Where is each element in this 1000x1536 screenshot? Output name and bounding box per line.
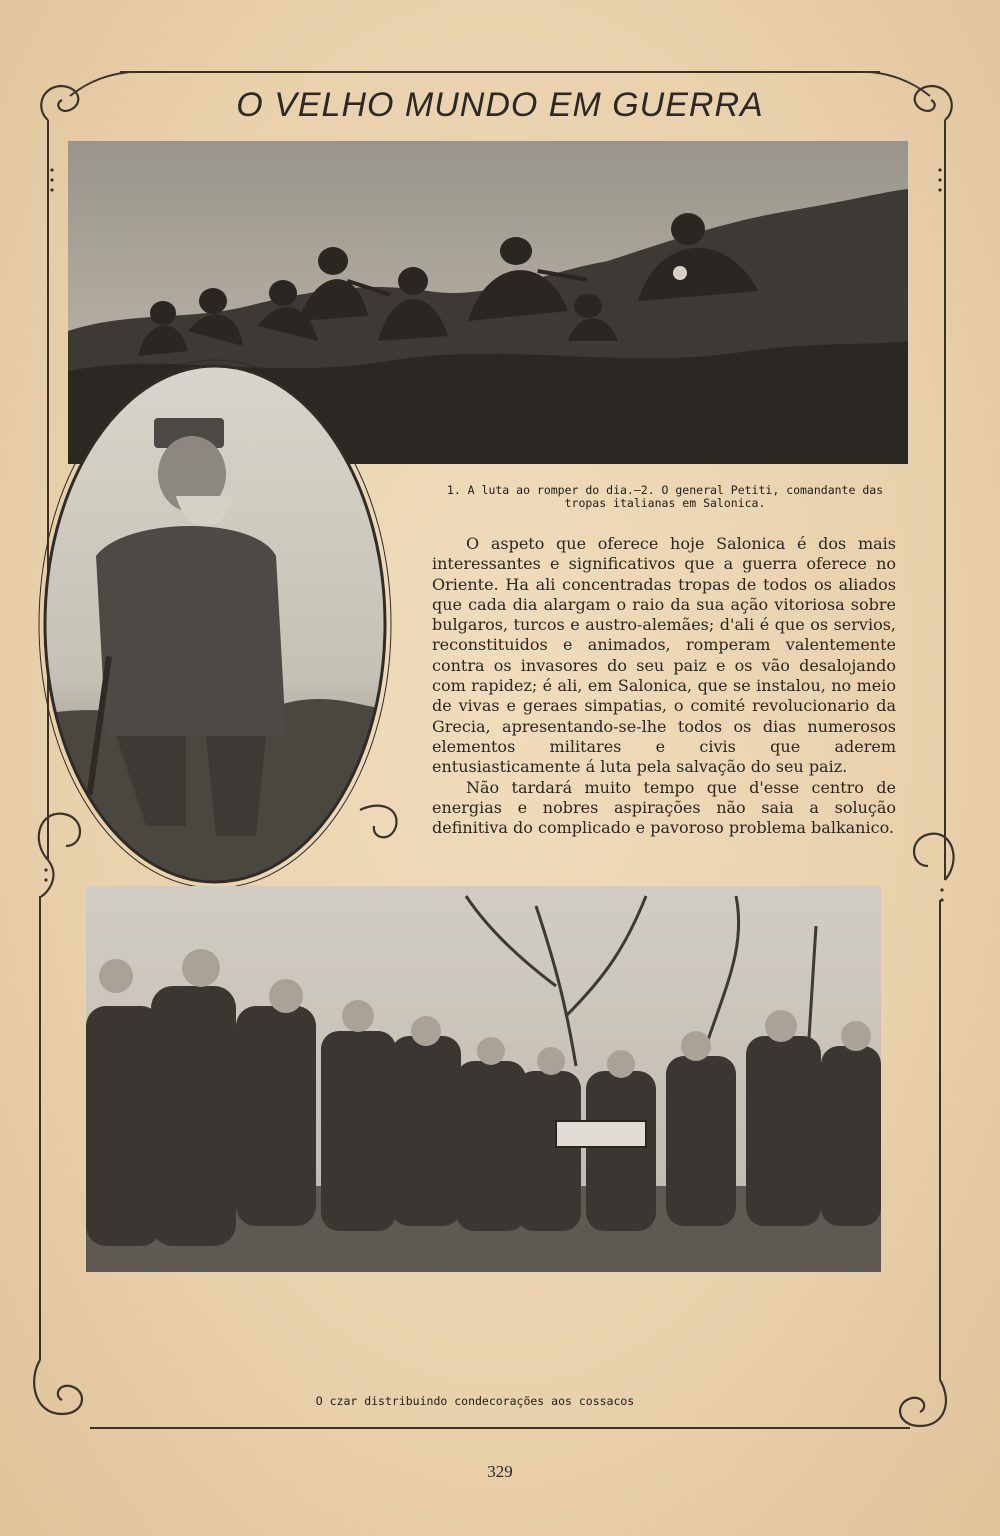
top-photo-caption: 1. A luta ao romper do dia.—2. O general Petiti, comandante das tropas italianas em Salonica. [446, 483, 884, 510]
article-paragraph: Não tardará muito tempo que d'esse centro de energias e nobres aspirações não saia a solução definitiva do complicado e pavoroso problema balkanico. [432, 777, 896, 838]
photo-general-petiti [36, 356, 394, 892]
article-paragraph: O aspeto que oferece hoje Salonica é dos mais interessantes e significativos que a guerra oferece no Oriente. Ha ali concentradas tropas de todos os aliados que cada dia alargam o raio da sua ação vitoriosa sobre bulgaros, turcos e austro-alemães; d'ali é que os servios, reconstituidos e animados, romperam valentemente contra os invasores do seu paiz e os vão desalojando com rapidez; é ali, em Salonica, que se instalou, no meio de vivas e geraes simpatias, o comité revolucionario da Grecia, apresentando-se-lhe todos os dias numerosos elementos militares e civis que aderem entusiasticamente á luta pela salvação do seu paiz. [432, 534, 896, 777]
photo-czar-decorations [86, 886, 881, 1272]
bottom-photo-caption: O czar distribuindo condecorações aos cossacos [315, 1394, 635, 1408]
page-title: O VELHO MUNDO EM GUERRA [236, 86, 764, 124]
page-number: 329 [487, 1462, 513, 1481]
article-body [432, 534, 896, 838]
